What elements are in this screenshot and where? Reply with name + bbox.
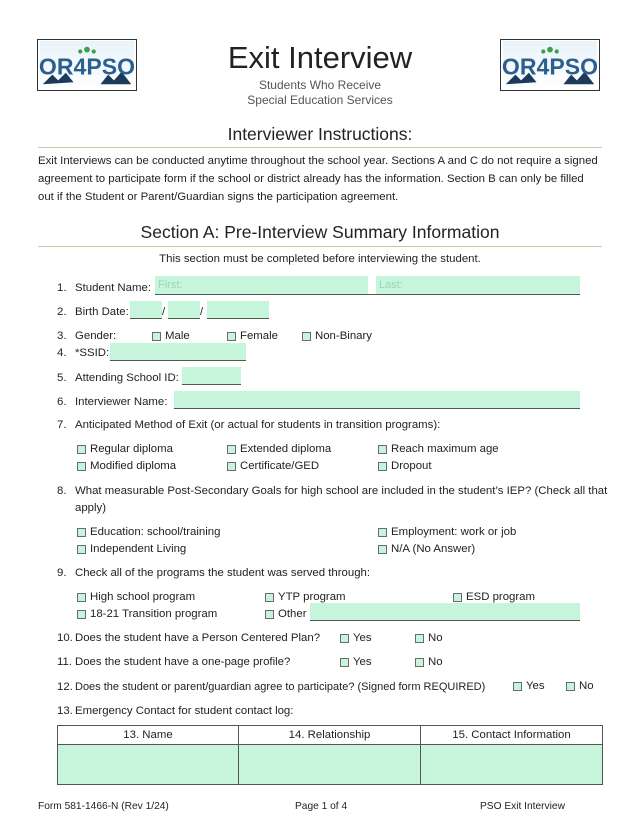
birth-year-field[interactable] — [207, 301, 269, 319]
male-checkbox[interactable] — [152, 332, 161, 341]
subtitle-line-2: Special Education Services — [247, 93, 393, 107]
dropout-checkbox[interactable] — [378, 462, 387, 471]
contact-relationship-field[interactable] — [239, 745, 421, 784]
other-checkbox[interactable] — [265, 610, 274, 619]
extended-diploma-label: Extended diploma — [240, 443, 332, 455]
q8-number: 8. — [57, 485, 67, 497]
independent-living-label: Independent Living — [90, 543, 187, 555]
q5-label: Attending School ID: — [75, 372, 179, 384]
date-separator: / — [200, 306, 204, 318]
q3-label: Gender: — [75, 330, 117, 342]
modified-diploma-label: Modified diploma — [90, 460, 177, 472]
extended-diploma-checkbox[interactable] — [227, 445, 236, 454]
contact-information-field[interactable] — [421, 745, 602, 784]
q11-number: 11. — [57, 656, 72, 668]
regular-diploma-label: Regular diploma — [90, 443, 173, 455]
instructions-heading: Interviewer Instructions: — [227, 124, 413, 144]
q6-number: 6. — [57, 396, 67, 408]
q12-no-checkbox[interactable] — [566, 682, 575, 691]
birth-day-field[interactable] — [168, 301, 200, 319]
instructions-line-3: out if the Student or Parent/Guardian signs the participation agreement. — [38, 191, 399, 203]
reach-max-age-checkbox[interactable] — [378, 445, 387, 454]
transition-program-checkbox[interactable] — [77, 610, 86, 619]
q10-no-label: No — [428, 632, 443, 644]
q10-no-checkbox[interactable] — [415, 634, 424, 643]
q2-label: Birth Date: — [75, 306, 129, 318]
q8-label-line-2: apply) — [75, 502, 107, 514]
other-program-field[interactable] — [310, 603, 580, 621]
table-header-name: 13. Name — [58, 726, 239, 745]
other-label: Other — [278, 608, 307, 620]
divider — [38, 147, 602, 148]
subtitle-line-1: Students Who Receive — [258, 78, 382, 92]
q13-label: Emergency Contact for student contact log: — [75, 705, 294, 717]
q11-yes-label: Yes — [353, 656, 372, 668]
education-label: Education: school/training — [90, 526, 221, 538]
logo-text: OR4PSO — [501, 53, 599, 80]
date-separator: / — [162, 306, 166, 318]
q5-number: 5. — [57, 372, 67, 384]
non-binary-checkbox[interactable] — [302, 332, 311, 341]
interviewer-name-field[interactable] — [174, 391, 580, 409]
first-name-field[interactable]: First: — [155, 276, 368, 295]
footer-page-number: Page 1 of 4 — [295, 801, 348, 812]
ytp-program-label: YTP program — [278, 591, 346, 603]
q12-yes-label: Yes — [526, 680, 545, 692]
q3-number: 3. — [57, 330, 67, 342]
certificate-ged-label: Certificate/GED — [240, 460, 320, 472]
q2-number: 2. — [57, 306, 67, 318]
q4-number: 4. — [57, 347, 67, 359]
q10-yes-label: Yes — [353, 632, 372, 644]
q10-number: 10. — [57, 632, 73, 644]
section-a-heading: Section A: Pre-Interview Summary Information — [140, 222, 500, 242]
q4-label: *SSID: — [75, 347, 110, 359]
instructions-line-1: Exit Interviews can be conducted anytime throughout the school year. Sections A and C do not require a signed — [38, 155, 598, 167]
q13-number: 13. — [57, 705, 73, 717]
q10-label: Does the student have a Person Centered Plan? — [75, 632, 321, 644]
q9-number: 9. — [57, 567, 67, 579]
q1-number: 1. — [57, 282, 67, 294]
high-school-program-label: High school program — [90, 591, 196, 603]
q12-number: 12. — [57, 681, 73, 693]
education-checkbox[interactable] — [77, 528, 86, 537]
reach-max-age-label: Reach maximum age — [391, 443, 499, 455]
esd-program-label: ESD program — [466, 591, 536, 603]
instructions-paragraph — [38, 152, 602, 206]
last-name-field[interactable]: Last: — [376, 276, 580, 295]
employment-label: Employment: work or job — [391, 526, 517, 538]
instructions-line-2: agreement to participate form if the school or district already has the information. Section B can only be filled — [38, 173, 584, 185]
divider — [38, 246, 602, 247]
q1-label: Student Name: — [75, 282, 151, 294]
emergency-contact-table — [57, 725, 603, 785]
employment-checkbox[interactable] — [378, 528, 387, 537]
q9-label: Check all of the programs the student was served through: — [75, 567, 371, 579]
table-header-contact: 15. Contact Information — [421, 726, 602, 745]
modified-diploma-checkbox[interactable] — [77, 462, 86, 471]
ssid-field[interactable] — [110, 343, 246, 361]
q10-yes-checkbox[interactable] — [340, 634, 349, 643]
q7-number: 7. — [57, 419, 67, 431]
esd-program-checkbox[interactable] — [453, 593, 462, 602]
certificate-ged-checkbox[interactable] — [227, 462, 236, 471]
female-label: Female — [240, 330, 278, 342]
dropout-label: Dropout — [391, 460, 432, 472]
section-a-note: This section must be completed before interviewing the student. — [159, 253, 481, 265]
ytp-program-checkbox[interactable] — [265, 593, 274, 602]
q12-label: Does the student or parent/guardian agree to participate? (Signed form REQUIRED) — [75, 681, 486, 693]
q8-label-line-1: What measurable Post-Secondary Goals for high school are included in the student’s IEP? (Check all that — [75, 485, 608, 497]
non-binary-label: Non-Binary — [315, 330, 372, 342]
footer-doc-title: PSO Exit Interview — [480, 801, 565, 812]
birth-month-field[interactable] — [130, 301, 162, 319]
regular-diploma-checkbox[interactable] — [77, 445, 86, 454]
high-school-program-checkbox[interactable] — [77, 593, 86, 602]
school-id-field[interactable] — [182, 367, 241, 385]
na-checkbox[interactable] — [378, 545, 387, 554]
q11-no-label: No — [428, 656, 443, 668]
table-header-relationship: 14. Relationship — [239, 726, 421, 745]
q6-label: Interviewer Name: — [75, 396, 168, 408]
q12-yes-checkbox[interactable] — [513, 682, 522, 691]
independent-living-checkbox[interactable] — [77, 545, 86, 554]
na-label: N/A (No Answer) — [391, 543, 476, 555]
q7-label: Anticipated Method of Exit (or actual for students in transition programs): — [75, 419, 441, 431]
logo-text: OR4PSO — [38, 53, 136, 80]
q11-label: Does the student have a one-page profile? — [75, 656, 291, 668]
page-title: Exit Interview — [227, 40, 413, 75]
footer-form-number: Form 581-1466-N (Rev 1/24) — [38, 801, 169, 812]
q11-yes-checkbox[interactable] — [340, 658, 349, 667]
transition-program-label: 18-21 Transition program — [90, 608, 218, 620]
q12-no-label: No — [579, 680, 594, 692]
q11-no-checkbox[interactable] — [415, 658, 424, 667]
male-label: Male — [165, 330, 190, 342]
female-checkbox[interactable] — [227, 332, 236, 341]
underline — [368, 294, 376, 295]
contact-name-field[interactable] — [58, 745, 239, 784]
